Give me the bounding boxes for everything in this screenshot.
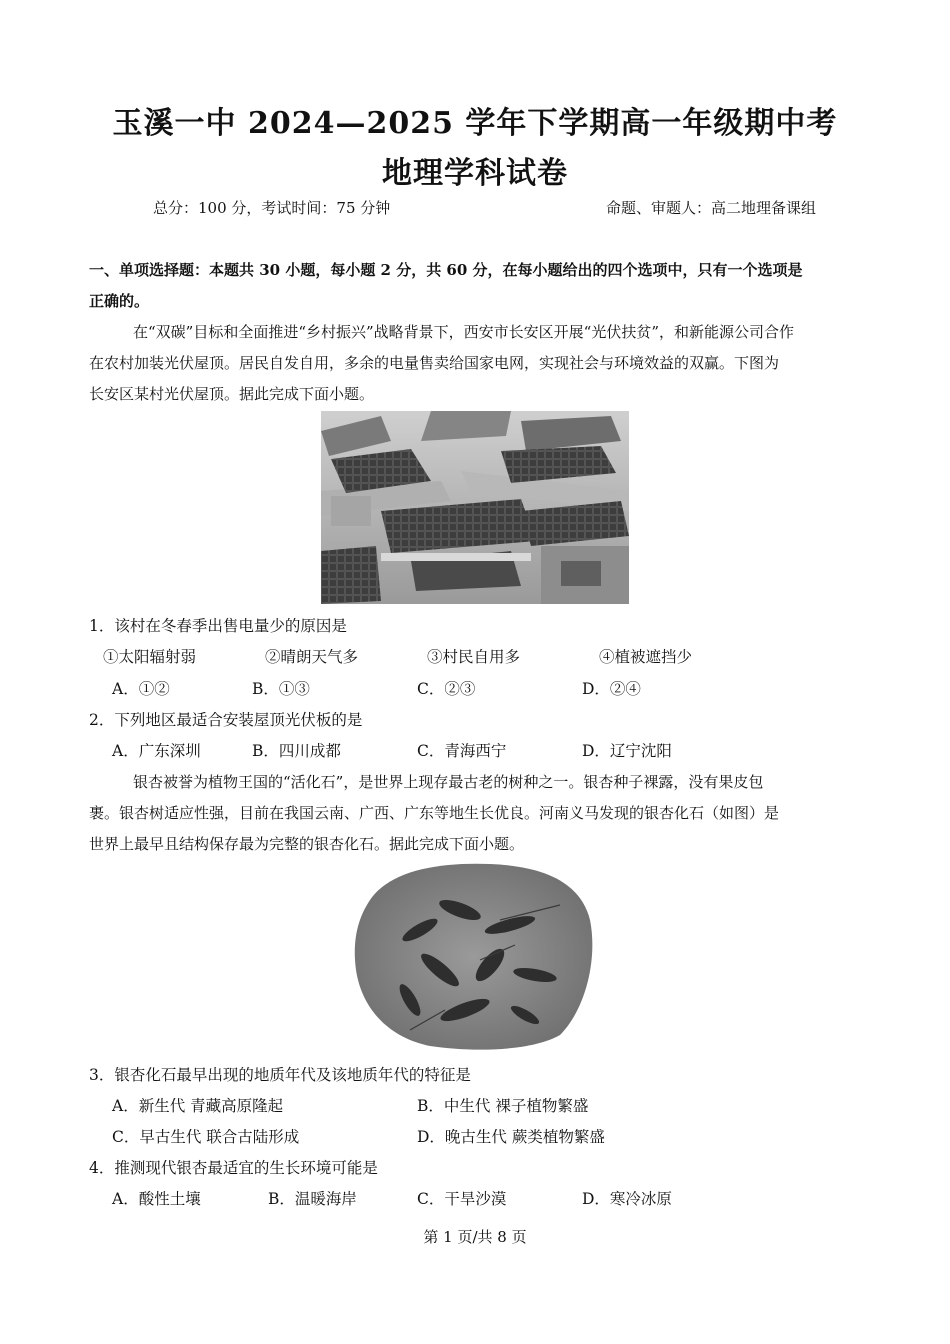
q1-item-2: ②晴朗天气多	[265, 648, 359, 666]
q4-option-a: A．酸性土壤	[112, 1190, 201, 1208]
q2-stem: 2．下列地区最适合安装屋顶光伏板的是	[89, 711, 363, 729]
ginkgo-fossil-photo	[350, 860, 598, 1052]
exam-title-line1: 玉溪一中 2024—2025 学年下学期高一年级期中考	[112, 106, 838, 141]
q4-stem: 4．推测现代银杏最适宜的生长环境可能是	[89, 1159, 378, 1177]
q4-option-c: C．干旱沙漠	[417, 1190, 507, 1208]
q3-option-b: B．中生代 裸子植物繁盛	[417, 1097, 589, 1115]
q1-item-4: ④植被遮挡少	[599, 648, 693, 666]
exam-authors: 命题、审题人：高二地理备课组	[606, 199, 817, 217]
q4-option-b: B．温暖海岸	[268, 1190, 357, 1208]
solar-roof-photo	[321, 411, 629, 604]
passage2-line1: 银杏被誉为植物王国的“活化石”，是世界上现存最古老的树种之一。银杏种子裸露，没有果皮包	[133, 773, 764, 791]
q3-option-d: D．晚古生代 蕨类植物繁盛	[417, 1128, 605, 1146]
passage1-line1: 在“双碳”目标和全面推进“乡村振兴”战略背景下，西安市长安区开展“光伏扶贫”，和新能源公司合作	[133, 323, 795, 341]
q1-option-a: A．①②	[112, 680, 170, 698]
q1-item-1: ①太阳辐射弱	[103, 648, 197, 666]
exam-info: 总分：100 分，考试时间：75 分钟	[153, 199, 391, 217]
q1-item-3: ③村民自用多	[427, 648, 521, 666]
q3-option-c: C．早古生代 联合古陆形成	[112, 1128, 300, 1146]
q4-option-d: D．寒冷冰原	[582, 1190, 672, 1208]
q2-option-d: D．辽宁沈阳	[582, 742, 672, 760]
page-number: 第 1 页/共 8 页	[423, 1228, 527, 1246]
q3-option-a: A．新生代 青藏高原隆起	[112, 1097, 284, 1115]
q1-option-b: B．①③	[252, 680, 310, 698]
passage1-line2: 在农村加装光伏屋顶。居民自发自用，多余的电量售卖给国家电网，实现社会与环境效益的双赢。下图为	[89, 354, 780, 372]
q1-option-d: D．②④	[582, 680, 641, 698]
passage2-line3: 世界上最早且结构保存最为完整的银杏化石。据此完成下面小题。	[89, 835, 525, 853]
q1-stem: 1．该村在冬春季出售电量少的原因是	[89, 617, 347, 635]
q2-option-a: A．广东深圳	[112, 742, 201, 760]
q2-option-c: C．青海西宁	[417, 742, 507, 760]
section-heading-line1: 一、单项选择题：本题共 30 小题，每小题 2 分，共 60 分，在每小题给出的四个选项中，只有一个选项是	[89, 261, 803, 279]
q3-stem: 3．银杏化石最早出现的地质年代及该地质年代的特征是	[89, 1066, 471, 1084]
exam-title-line2: 地理学科试卷	[382, 156, 568, 191]
q1-option-c: C．②③	[417, 680, 476, 698]
section-heading-line2: 正确的。	[89, 292, 150, 310]
q2-option-b: B．四川成都	[252, 742, 341, 760]
passage1-line3: 长安区某村光伏屋顶。据此完成下面小题。	[89, 385, 375, 403]
passage2-line2: 裹。银杏树适应性强，目前在我国云南、广西、广东等地生长优良。河南义马发现的银杏化石（如图）是	[89, 804, 780, 822]
